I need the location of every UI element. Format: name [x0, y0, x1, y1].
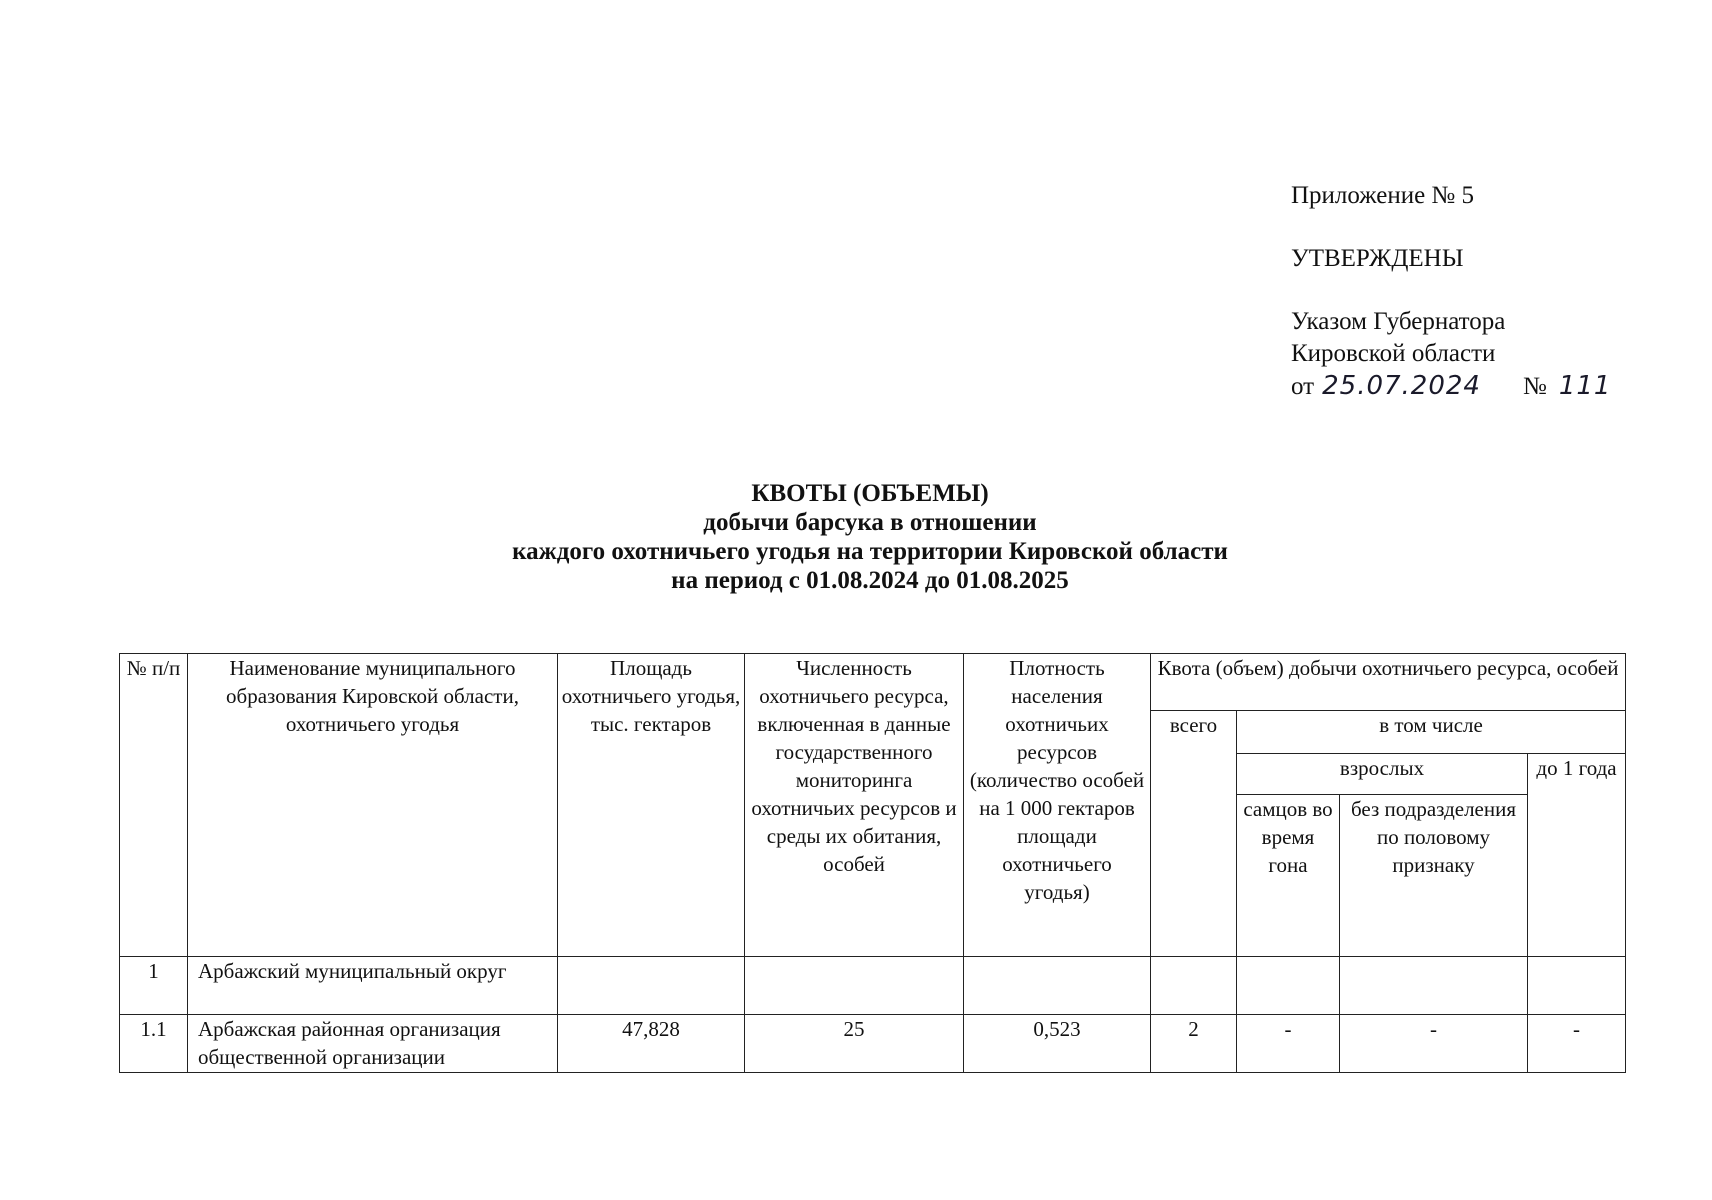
- header-under-one: до 1 года: [1528, 754, 1626, 957]
- row-males-rut: -: [1237, 1015, 1340, 1073]
- approval-block: [1291, 180, 1671, 403]
- row-no-sex-division: [1340, 957, 1528, 1015]
- header-including: в том числе: [1237, 711, 1626, 754]
- decree-date-number-line: [1291, 370, 1671, 403]
- header-total: всего: [1151, 711, 1237, 957]
- header-males-rut: самцов во время гона: [1237, 795, 1340, 957]
- header-population: Численность охотничьего ресурса, включенная в данные государственного мониторинга охотничьих ресурсов и среды их обитания, особей: [745, 654, 964, 957]
- row-population: 25: [745, 1015, 964, 1073]
- quota-table: [119, 653, 1626, 1073]
- decree-line-1: Указом Губернатора: [1291, 308, 1506, 335]
- header-adults: взрослых: [1237, 754, 1528, 795]
- row-num: 1: [120, 957, 188, 1015]
- title-line-3: каждого охотничьего угодья на территории Кировской области: [512, 538, 1228, 565]
- row-area: [558, 957, 745, 1015]
- handwritten-number: 111: [1558, 371, 1612, 401]
- handwritten-date: 25.07.2024: [1322, 371, 1481, 401]
- number-prefix: №: [1522, 373, 1547, 400]
- row-under-one: [1528, 957, 1626, 1015]
- header-no-sex-division: без подразделения по половому признаку: [1340, 795, 1528, 957]
- row-total: [1151, 957, 1237, 1015]
- row-under-one: -: [1528, 1015, 1626, 1073]
- row-population: [745, 957, 964, 1015]
- row-density: 0,523: [964, 1015, 1151, 1073]
- row-area: 47,828: [558, 1015, 745, 1073]
- title-line-2: добычи барсука в отношении: [703, 509, 1037, 536]
- appendix-label: Приложение № 5: [1291, 182, 1475, 209]
- approved-label: УТВЕРЖДЕНЫ: [1291, 245, 1464, 272]
- table-row: [120, 1015, 1626, 1073]
- row-no-sex-division: -: [1340, 1015, 1528, 1073]
- row-density: [964, 957, 1151, 1015]
- header-name: Наименование муниципального образования Кировской области, охотничьего угодья: [188, 654, 558, 957]
- header-quota: Квота (объем) добычи охотничьего ресурса, особей: [1151, 654, 1626, 711]
- header-density: Плотность населения охотничьих ресурсов (количество особей на 1 000 гектаров площади охотничьего угодья): [964, 654, 1151, 957]
- header-num: № п/п: [120, 654, 188, 957]
- row-num: 1.1: [120, 1015, 188, 1073]
- table-row: [120, 957, 1626, 1015]
- date-prefix: от: [1291, 373, 1315, 400]
- row-name: Арбажская районная организация общественной организации: [188, 1015, 558, 1073]
- title-line-1: КВОТЫ (ОБЪЕМЫ): [751, 480, 989, 507]
- row-males-rut: [1237, 957, 1340, 1015]
- row-name: Арбажский муниципальный округ: [188, 957, 558, 1015]
- title-line-4: на период с 01.08.2024 до 01.08.2025: [671, 567, 1069, 594]
- row-total: 2: [1151, 1015, 1237, 1073]
- document-title: [380, 479, 1360, 595]
- decree-line-2: Кировской области: [1291, 340, 1496, 367]
- header-area: Площадь охотничьего угодья, тыс. гектаров: [558, 654, 745, 957]
